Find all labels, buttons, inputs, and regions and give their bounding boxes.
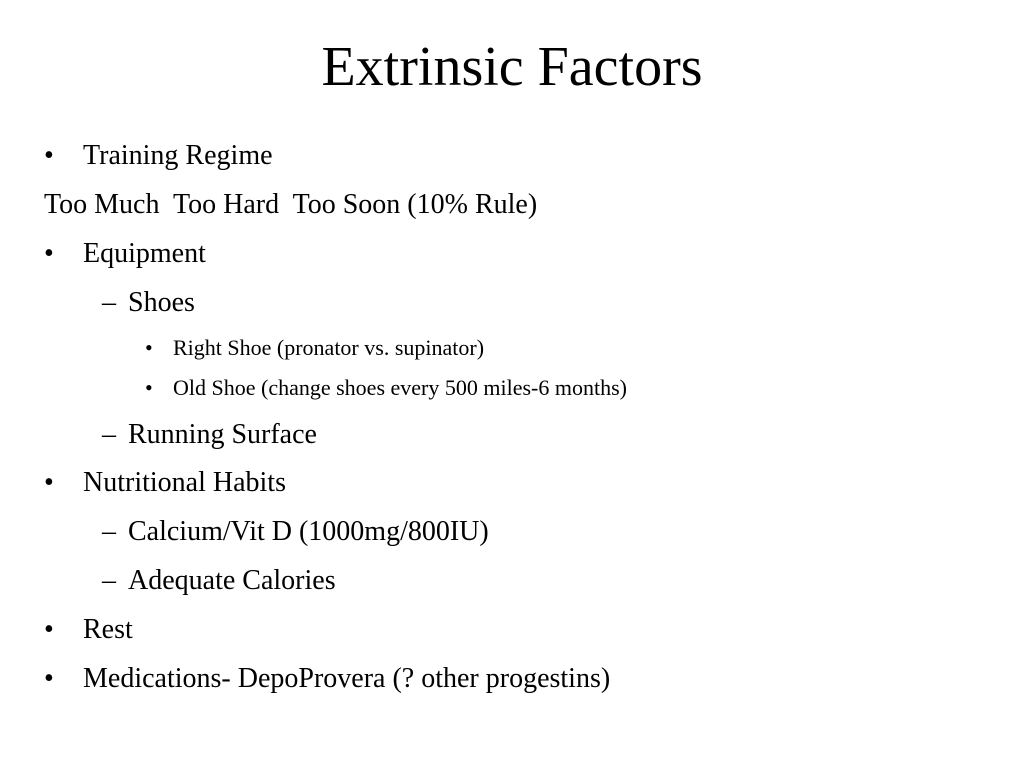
- bullet-marker: •: [44, 663, 54, 694]
- sub-bullet-text: Running Surface: [128, 419, 317, 450]
- bullet-marker: •: [44, 614, 54, 645]
- sub-sub-bullet-text: Right Shoe (pronator vs. supinator): [173, 335, 485, 360]
- bullet-text: Equipment: [83, 238, 206, 269]
- sub-sub-bullet-text: Old Shoe (change shoes every 500 miles-6 months): [173, 375, 627, 400]
- bullet-marker: •: [44, 238, 54, 269]
- bullet-marker: •: [44, 140, 54, 171]
- training-detail-text: Too Much Too Hard Too Soon (10% Rule): [44, 189, 538, 220]
- sub-bullet-text: Calcium/Vit D (1000mg/800IU): [128, 516, 489, 547]
- dash-marker: –: [102, 287, 116, 318]
- dash-marker: –: [102, 419, 116, 450]
- bullet-marker: •: [145, 335, 153, 360]
- bullet-text: Medications- DepoProvera (? other progestins): [83, 663, 611, 694]
- sub-bullet-text: Shoes: [128, 287, 195, 318]
- bullet-text: Nutritional Habits: [83, 467, 286, 498]
- bullet-marker: •: [145, 375, 153, 400]
- sub-bullet-text: Adequate Calories: [128, 565, 336, 596]
- bullet-text: Rest: [83, 614, 133, 645]
- dash-marker: –: [102, 565, 116, 596]
- bullet-text: Training Regime: [83, 140, 273, 171]
- slide-title: Extrinsic Factors: [321, 36, 703, 98]
- bullet-marker: •: [44, 467, 54, 498]
- dash-marker: –: [102, 516, 116, 547]
